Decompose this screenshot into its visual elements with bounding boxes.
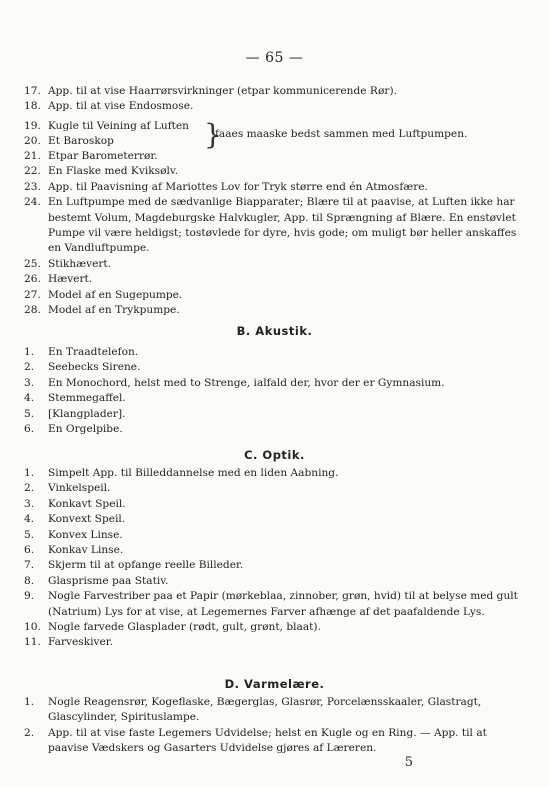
item-number: 2. bbox=[24, 726, 35, 739]
list-item bbox=[24, 257, 524, 272]
item-number: 22. bbox=[24, 165, 41, 178]
item-text: Farveskiver. bbox=[48, 636, 114, 649]
item-number: 28. bbox=[24, 304, 41, 317]
item-number: 27. bbox=[24, 288, 41, 301]
item-number: 19. bbox=[24, 120, 41, 132]
item-text: Nogle Farvestriber paa et Papir (mørkeblaa, zinnober, grøn, hvid) til at belyse med gult (Natrium) Lys for at vise, at Legemernes Farver afhænge af det paafaldende Lys. bbox=[48, 590, 518, 618]
list-item bbox=[24, 149, 524, 164]
list-item bbox=[24, 726, 524, 757]
item-number: 24. bbox=[24, 196, 41, 209]
item-text: Model af en Trykpumpe. bbox=[48, 304, 180, 317]
item-text: Konkav Linse. bbox=[48, 544, 124, 557]
item-text: App. til at vise Haarrørsvirkninger (etpar kommunicerende Rør). bbox=[48, 85, 397, 97]
item-number: 3. bbox=[24, 497, 35, 510]
item-text: App. til at vise Endosmose. bbox=[48, 100, 194, 113]
item-number: 11. bbox=[24, 636, 41, 649]
list-item bbox=[24, 288, 524, 303]
item-text: En Flaske med Kviksølv. bbox=[48, 165, 178, 178]
list-item bbox=[24, 466, 524, 481]
item-number: 1. bbox=[24, 696, 35, 708]
list-item bbox=[24, 272, 524, 287]
list-item bbox=[24, 134, 189, 149]
item-number: 7. bbox=[24, 559, 35, 572]
list-item bbox=[24, 512, 524, 527]
item-text: Et Baroskop bbox=[48, 135, 114, 148]
item-text: Konvext Speil. bbox=[48, 513, 126, 526]
list-item bbox=[24, 481, 524, 496]
item-number: 3. bbox=[24, 376, 35, 389]
mechanics-list-b bbox=[24, 149, 524, 318]
list-item bbox=[24, 345, 524, 360]
list-item bbox=[24, 558, 524, 573]
list-item bbox=[24, 635, 524, 650]
list-item bbox=[24, 391, 524, 406]
item-number: 4. bbox=[24, 513, 35, 526]
item-text: Konvex Linse. bbox=[48, 528, 123, 541]
list-item bbox=[24, 695, 524, 726]
list-item bbox=[24, 180, 524, 195]
item-text: Etpar Barometerrør. bbox=[48, 150, 158, 162]
list-item bbox=[24, 620, 524, 635]
curly-brace-icon: } bbox=[204, 118, 222, 151]
section-title-acoustics: B. Akustik. bbox=[236, 324, 313, 338]
brace-group bbox=[24, 118, 468, 151]
item-number: 1. bbox=[24, 346, 35, 358]
item-number: 8. bbox=[24, 574, 35, 587]
brace-note: faaes maaske bedst sammen med Luftpumpen. bbox=[215, 128, 468, 140]
item-text: En Orgelpibe. bbox=[48, 423, 123, 436]
item-text: Konkavt Speil. bbox=[48, 497, 126, 510]
item-text: Stikhævert. bbox=[48, 257, 112, 270]
item-text: Glasprisme paa Stativ. bbox=[48, 574, 169, 587]
item-text: Skjerm til at opfange reelle Billeder. bbox=[48, 559, 244, 572]
item-number: 26. bbox=[24, 273, 41, 286]
item-number: 2. bbox=[24, 482, 35, 495]
item-number: 5. bbox=[24, 528, 35, 541]
item-number: 23. bbox=[24, 180, 41, 193]
item-number: 9. bbox=[24, 590, 35, 603]
item-text: [Klangplader]. bbox=[48, 407, 126, 420]
item-number: 21. bbox=[24, 150, 41, 162]
list-item bbox=[24, 543, 524, 558]
mechanics-list-a bbox=[24, 84, 524, 115]
list-item bbox=[24, 528, 524, 543]
section-title-optics: C. Optik. bbox=[244, 448, 305, 462]
list-item bbox=[24, 99, 524, 114]
item-number: 25. bbox=[24, 257, 41, 270]
list-item bbox=[24, 119, 189, 134]
item-number: 17. bbox=[24, 85, 41, 97]
item-text: Simpelt App. til Billeddannelse med en liden Aabning. bbox=[48, 467, 339, 479]
list-item bbox=[24, 422, 524, 437]
item-text: App. til at vise faste Legemers Udvidelse; helst en Kugle og en Ring. — App. til at paavise Vædskers og Gasarters Udvidelse gjøres af Læreren. bbox=[48, 726, 487, 755]
item-number: 1. bbox=[24, 467, 35, 479]
item-number: 6. bbox=[24, 544, 35, 557]
heat-list bbox=[24, 695, 524, 757]
list-item bbox=[24, 376, 524, 391]
item-number: 18. bbox=[24, 100, 41, 113]
item-number: 5. bbox=[24, 407, 35, 420]
item-text: Hævert. bbox=[48, 273, 93, 286]
item-text: Nogle Reagensrør, Kogeflaske, Bægerglas, Glasrør, Porcelænsskaaler, Glastragt, Glascylinder, Spirituslampe. bbox=[48, 696, 482, 724]
list-item bbox=[24, 303, 524, 318]
item-text: Stemmegaffel. bbox=[48, 392, 126, 405]
item-number: 2. bbox=[24, 361, 35, 374]
list-item bbox=[24, 164, 524, 179]
item-text: En Luftpumpe med de sædvanlige Biapparater; Blære til at paavise, at Luften ikke har bestemt Volum, Magdeburgske Halvkugler, App. til Sprængning af Blære. En enstøvlet Pumpe vil være heldigst; tostøvlede for dyre, hvis gode; om muligt bør heller anskaffes en Vandluftpumpe. bbox=[48, 196, 517, 255]
section-title-heat: D. Varmelære. bbox=[224, 677, 325, 691]
item-text: Seebecks Sirene. bbox=[48, 361, 141, 374]
item-text: Nogle farvede Glasplader (rødt, gult, grønt, blaat). bbox=[48, 621, 321, 634]
item-text: Kugle til Veining af Luften bbox=[48, 120, 189, 132]
folio-number: 5 bbox=[404, 755, 413, 770]
item-text: Vinkelspeil. bbox=[48, 482, 111, 495]
item-number: 6. bbox=[24, 423, 35, 436]
item-text: En Traadtelefon. bbox=[48, 346, 139, 358]
item-text: App. til Paavisning af Mariottes Lov for Tryk større end én Atmosfære. bbox=[48, 180, 428, 193]
list-item bbox=[24, 84, 524, 99]
list-item bbox=[24, 497, 524, 512]
list-item bbox=[24, 589, 524, 620]
item-number: 10. bbox=[24, 621, 41, 634]
optics-list bbox=[24, 466, 524, 651]
page-number: — 65 — bbox=[245, 50, 304, 66]
item-text: Model af en Sugepumpe. bbox=[48, 288, 183, 301]
list-item bbox=[24, 574, 524, 589]
list-item bbox=[24, 407, 524, 422]
acoustics-list bbox=[24, 345, 524, 437]
list-item bbox=[24, 195, 524, 257]
item-number: 20. bbox=[24, 135, 41, 148]
item-text: En Monochord, helst med to Strenge, ialfald der, hvor der er Gymnasium. bbox=[48, 376, 445, 389]
item-number: 4. bbox=[24, 392, 35, 405]
list-item bbox=[24, 360, 524, 375]
